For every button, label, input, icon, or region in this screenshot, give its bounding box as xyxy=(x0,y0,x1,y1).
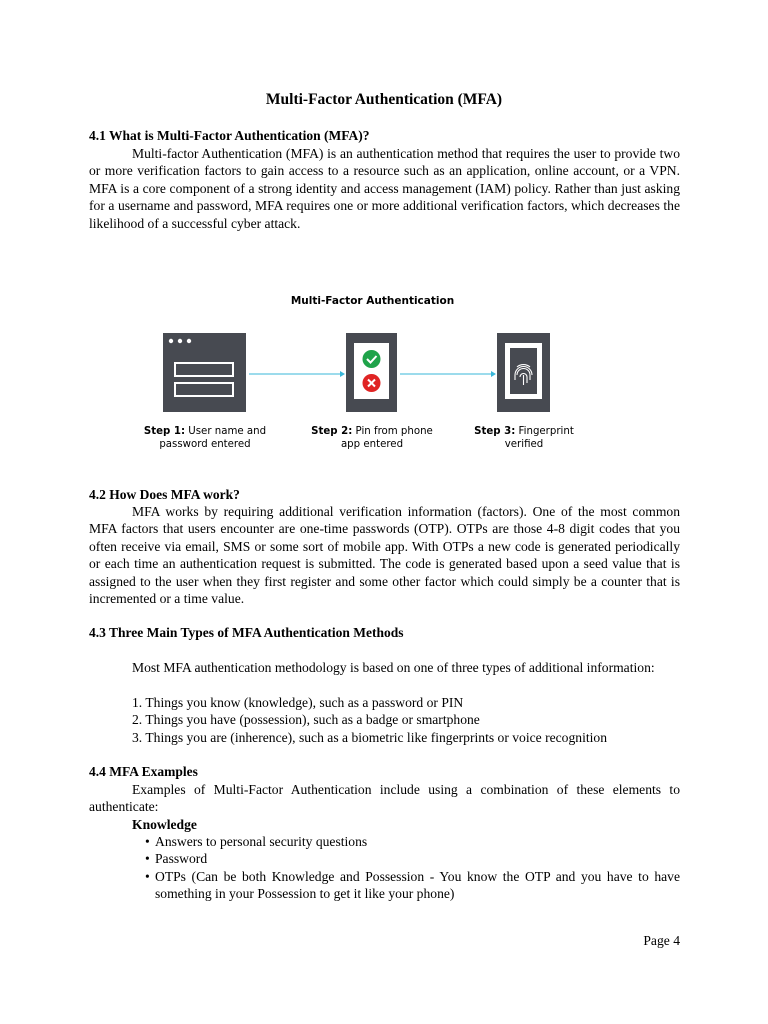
fingerprint-icon xyxy=(497,333,550,412)
list-item: 3. Things you are (inherence), such as a biometric like fingerprints or voice recognition xyxy=(132,730,607,745)
bullet-icon: • xyxy=(145,834,150,849)
diagram-title: Multi-Factor Authentication xyxy=(290,295,455,307)
section-4-1-heading: 4.1 What is Multi-Factor Authentication (MFA)? xyxy=(89,128,370,143)
phone-pin-icon xyxy=(346,333,397,412)
bullet-icon: • xyxy=(145,851,150,866)
list-item: • OTPs (Can be both Knowledge and Possession - You know the OTP and you have to have something in your Possession to get it like your phone) xyxy=(145,869,680,902)
browser-window-icon xyxy=(163,333,246,412)
arrow-icon xyxy=(400,371,496,377)
step-2-caption: Step 2: Pin from phone app entered xyxy=(311,426,433,450)
document-title: Multi-Factor Authentication (MFA) xyxy=(265,91,503,108)
section-4-3-intro: Most MFA authentication methodology is based on one of three types of additional information: xyxy=(132,660,655,675)
section-4-2-heading: 4.2 How Does MFA work? xyxy=(89,487,240,502)
list-item: 2. Things you have (possession), such as a badge or smartphone xyxy=(132,712,480,727)
section-4-4-heading: 4.4 MFA Examples xyxy=(89,764,198,779)
step-1-caption: Step 1: User name and password entered xyxy=(143,426,267,450)
mfa-diagram xyxy=(140,325,570,420)
list-item: 1. Things you know (knowledge), such as a password or PIN xyxy=(132,695,464,710)
page-number: Page 4 xyxy=(643,933,680,948)
section-4-2-body: MFA works by requiring additional verification information (factors). One of the most common MFA factors that users encounter are one-time passwords (OTP). OTPs are those 4-8 digit codes that you often receive via email, SMS or some sort of mobile app. With OTPs a new code is generated periodically or each time an authentication request is submitted. The code is generated based upon a seed value that is assigned to the user when they first register and some other factor which could simply be a counter that is incremented or a time value. xyxy=(89,504,680,607)
section-4-4-intro: Examples of Multi-Factor Authentication include using a combination of these elements to authenticate: xyxy=(89,782,680,815)
step-3-caption: Step 3: Fingerprint verified xyxy=(474,426,574,450)
section-4-3-heading: 4.3 Three Main Types of MFA Authentication Methods xyxy=(89,625,404,640)
section-4-1-body: Multi-factor Authentication (MFA) is an authentication method that requires the user to provide two or more verification factors to gain access to a resource such as an application, online account, or a VPN. MFA is a core component of a strong identity and access management (IAM) policy. Rather than just asking for a username and password, MFA requires one or more additional verification factors, which decreases the likelihood of a successful cyber attack. xyxy=(89,146,680,231)
arrow-icon xyxy=(249,371,345,377)
list-item: • Password xyxy=(145,851,208,866)
knowledge-subheading: Knowledge xyxy=(132,817,197,832)
bullet-icon: • xyxy=(145,869,150,884)
list-item: • Answers to personal security questions xyxy=(145,834,368,849)
